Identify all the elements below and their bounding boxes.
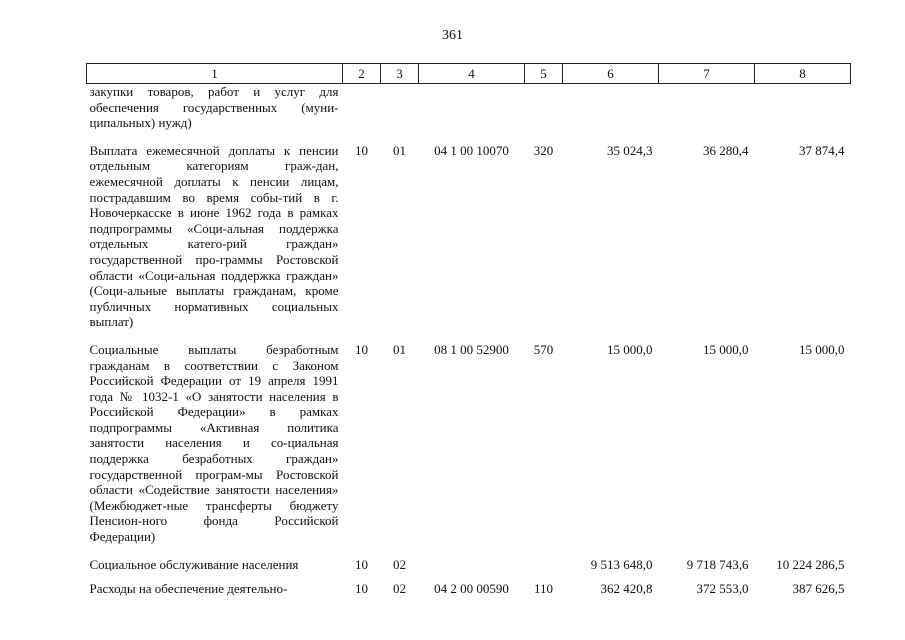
row-amount-col6 [563,84,659,131]
table-row [87,143,851,330]
row-description: Социальное обслуживание населения [89,556,299,572]
row-expense-type [525,557,563,573]
row-amount-col8: 15 000,0 [799,341,845,357]
table-row [87,581,851,597]
row-amount-col7: 15 000,0 [703,341,749,357]
table-row [87,342,851,545]
budget-table [86,63,851,597]
row-section: 10 [355,142,368,158]
row-subsection: 02 [393,581,406,597]
row-amount-col8: 387 626,5 [792,581,845,597]
column-header-5: 5 [525,64,563,84]
row-amount-col7: 372 553,0 [696,581,749,597]
row-target-article [419,84,525,131]
page-number: 361 [442,28,463,43]
row-expense-type: 110 [533,581,554,597]
table-header-row [87,64,851,84]
table-row [87,84,851,131]
row-description: Расходы на обеспечение деятельно- [89,581,288,597]
row-expense-type: 320 [533,142,554,158]
row-section: 10 [355,556,368,572]
row-amount-col6: 362 420,8 [600,581,653,597]
row-amount-col7: 36 280,4 [703,142,749,158]
row-subsection: 01 [393,341,406,357]
column-header-7: 7 [659,64,755,84]
row-amount-col6: 9 513 648,0 [590,556,653,572]
column-header-6: 6 [563,64,659,84]
row-amount-col8: 10 224 286,5 [776,556,845,572]
row-subsection [381,84,419,131]
row-description: закупки товаров, работ и услуг для обеспечения государственных (муни-ципальных) нужд) [89,84,339,131]
row-description: Социальные выплаты безработным гражданам в соответствии с Законом Российской Федерации от 19 апреля 1991 года № 1032-1 «О занятости населения в Российской Федерации» в рамках подпрограммы «Активная политика занятости населения и со-циальная поддержка безработных граждан» государственной програм-мы Ростовской области «Содействие занятости населения» (Межбюджет-ные трансферты бюджету Пенсион-ного фонда Российской Федерации) [89,341,339,545]
row-target-article: 04 2 00 00590 [434,581,509,597]
row-amount-col8: 37 874,4 [799,142,845,158]
column-header-1: 1 [87,64,343,84]
row-amount-col6: 15 000,0 [607,341,653,357]
row-subsection: 02 [393,556,406,572]
row-description: Выплата ежемесячной доплаты к пенсии отдельным категориям граж-дан, ежемесячной доплаты к пенсии лицам, пострадавшим во время собы-тий в г. Новочеркасске в июне 1962 года в рамках подпрограммы «Соци-альная поддержка отдельных катего-рий граждан» государственной про-граммы Ростовской области «Соци-альная поддержка граждан» (Соци-альные выплаты гражданам, кроме публичных нормативных социальных выплат) [89,142,339,330]
row-expense-type [525,84,563,131]
row-section: 10 [355,341,368,357]
column-header-8: 8 [755,64,851,84]
row-section [343,84,381,131]
row-amount-col7 [659,84,755,131]
row-amount-col7: 9 718 743,6 [686,556,749,572]
row-target-article [419,557,525,573]
table-row [87,557,851,573]
row-section: 10 [355,581,368,597]
row-amount-col8 [755,84,851,131]
row-target-article: 08 1 00 52900 [434,341,509,357]
column-header-4: 4 [419,64,525,84]
column-header-3: 3 [381,64,419,84]
column-header-2: 2 [343,64,381,84]
row-expense-type: 570 [533,341,554,357]
row-target-article: 04 1 00 10070 [434,142,509,158]
row-amount-col6: 35 024,3 [607,142,653,158]
row-subsection: 01 [393,142,406,158]
